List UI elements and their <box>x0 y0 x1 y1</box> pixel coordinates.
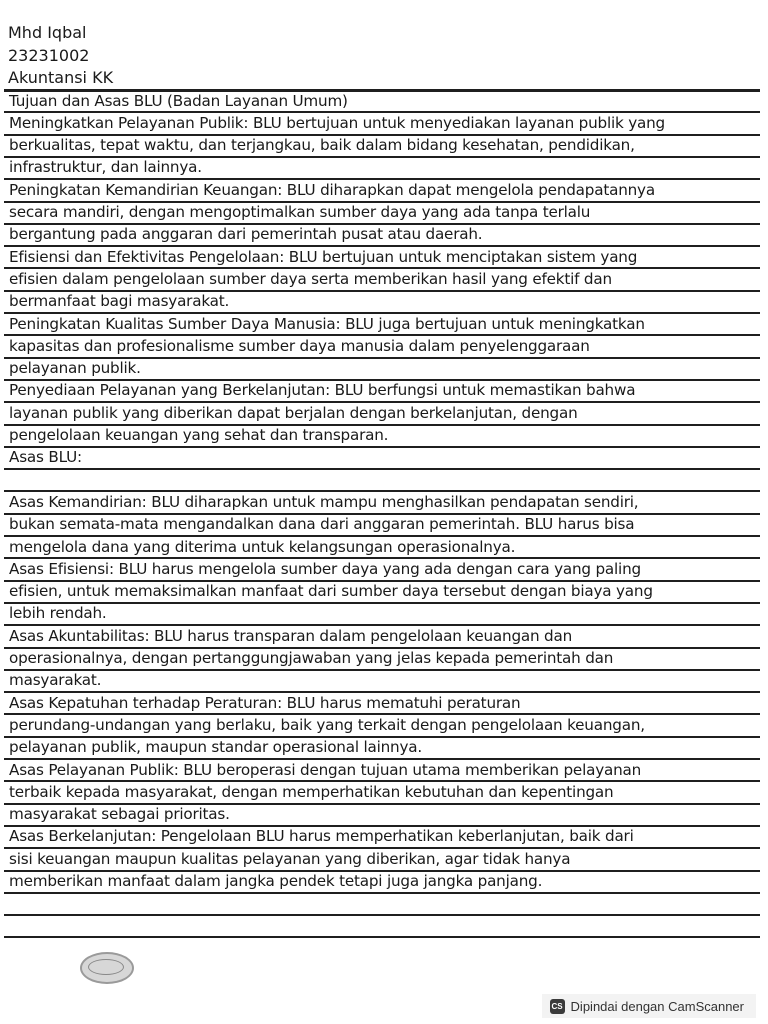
text-line: bukan semata-mata mengandalkan dana dari anggaran pemerintah. BLU harus bisa <box>9 515 635 534</box>
text-line: Penyediaan Pelayanan yang Berkelanjutan: BLU berfungsi untuk memastikan bahwa <box>9 381 636 400</box>
paper-stamp-mark <box>80 952 134 984</box>
text-line: bermanfaat bagi masyarakat. <box>9 292 230 311</box>
text-line: kapasitas dan profesionalisme sumber daya manusia dalam penyelenggaraan <box>9 336 590 355</box>
student-id: 23231002 <box>8 45 90 65</box>
lined-paper <box>0 89 768 949</box>
ruled-line <box>4 446 760 448</box>
text-line: Asas Akuntabilitas: BLU harus transparan dalam pengelolaan keuangan dan <box>9 626 573 645</box>
text-line: terbaik kepada masyarakat, dengan memperhatikan kebutuhan dan kepentingan <box>9 782 614 801</box>
text-line: infrastruktur, dan lainnya. <box>9 158 202 177</box>
text-line: Asas Pelayanan Publik: BLU beroperasi dengan tujuan utama memberikan pelayanan <box>9 760 642 779</box>
text-line: berkualitas, tepat waktu, dan terjangkau, baik dalam bidang kesehatan, pendidikan, <box>9 136 635 155</box>
text-line: efisien, untuk memaksimalkan manfaat dari sumber daya tersebut dengan biaya yang <box>9 582 653 601</box>
text-line: pelayanan publik, maupun standar operasional lainnya. <box>9 738 423 757</box>
text-line: Efisiensi dan Efektivitas Pengelolaan: BLU bertujuan untuk menciptakan sistem yang <box>9 247 638 266</box>
text-line: Asas Kemandirian: BLU diharapkan untuk mampu menghasilkan pendapatan sendiri, <box>9 492 639 511</box>
text-line: sisi keuangan maupun kualitas pelayanan yang diberikan, agar tidak hanya <box>9 849 571 868</box>
student-header <box>8 22 113 90</box>
text-line: Asas BLU: <box>9 448 82 467</box>
text-line: layanan publik yang diberikan dapat berjalan dengan berkelanjutan, dengan <box>9 403 578 422</box>
text-line: perundang-undangan yang berlaku, baik yang terkait dengan pengelolaan keuangan, <box>9 715 645 734</box>
text-line: pengelolaan keuangan yang sehat dan transparan. <box>9 426 389 444</box>
ruled-line <box>4 936 760 938</box>
ruled-line <box>4 468 760 470</box>
text-line: pelayanan publik. <box>9 359 141 378</box>
camscanner-icon: CS <box>550 999 565 1014</box>
text-line: Asas Kepatuhan terhadap Peraturan: BLU harus mematuhi peraturan <box>9 693 521 712</box>
watermark-text: Dipindai dengan CamScanner <box>570 998 744 1014</box>
text-line: bergantung pada anggaran dari pemerintah pusat atau daerah. <box>9 225 483 244</box>
text-line: Peningkatan Kualitas Sumber Daya Manusia: BLU juga bertujuan untuk meningkatkan <box>9 314 645 333</box>
study-program: Akuntansi KK <box>8 68 114 87</box>
text-line: lebih rendah. <box>9 604 107 623</box>
text-line: memberikan manfaat dalam jangka pendek tetapi juga jangka panjang. <box>9 872 543 890</box>
text-line: Asas Berkelanjutan: Pengelolaan BLU harus memperhatikan keberlanjutan, baik dari <box>9 827 634 846</box>
stamp-inner-ring <box>88 959 124 975</box>
camscanner-watermark <box>542 994 756 1018</box>
text-line: efisien dalam pengelolaan sumber daya serta memberikan hasil yang efektif dan <box>9 269 612 288</box>
text-line: mengelola dana yang diterima untuk kelangsungan operasionalnya. <box>9 537 516 556</box>
text-line: operasionalnya, dengan pertanggungjawaban yang jelas kepada pemerintah dan <box>9 649 614 667</box>
text-line: Asas Efisiensi: BLU harus mengelola sumber daya yang ada dengan cara yang paling <box>9 559 641 578</box>
text-line: masyarakat. <box>9 671 102 690</box>
text-line: Meningkatkan Pelayanan Publik: BLU bertujuan untuk menyediakan layanan publik yang <box>9 113 665 132</box>
text-line: secara mandiri, dengan mengoptimalkan sumber daya yang ada tanpa terlalu <box>9 203 591 221</box>
ruled-line <box>4 914 760 916</box>
text-line: Tujuan dan Asas BLU (Badan Layanan Umum) <box>9 91 348 110</box>
text-line: Peningkatan Kemandirian Keuangan: BLU diharapkan dapat mengelola pendapatannya <box>9 180 655 199</box>
text-line: masyarakat sebagai prioritas. <box>9 805 230 824</box>
student-name: Mhd Iqbal <box>8 23 87 42</box>
ruled-line <box>4 669 760 671</box>
ruled-line <box>4 602 760 604</box>
ruled-line <box>4 892 760 894</box>
